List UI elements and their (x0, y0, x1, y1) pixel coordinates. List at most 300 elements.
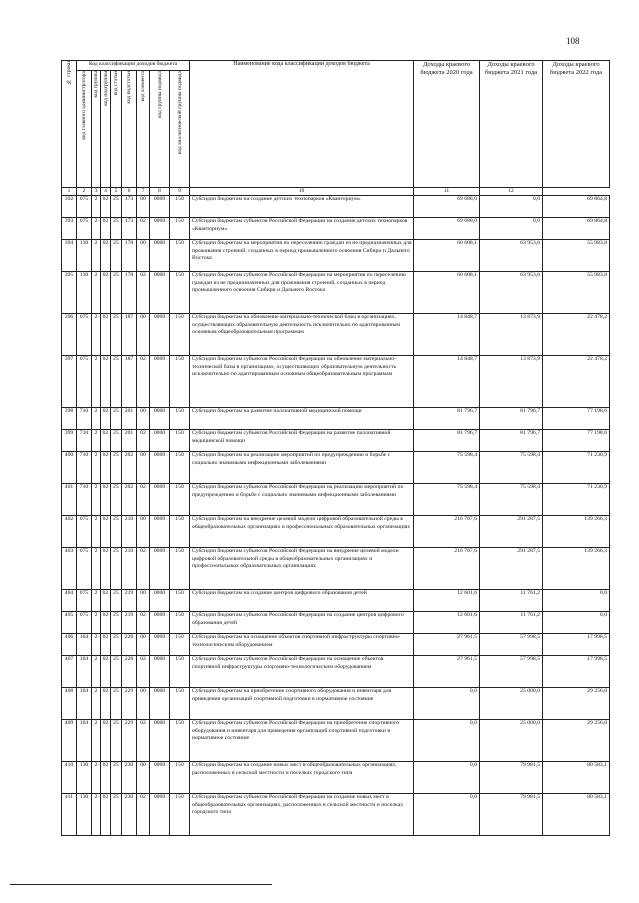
code-analytic-group: 150 (170, 356, 190, 408)
code-subgroup: 02 (101, 452, 111, 484)
header-row-group (62, 61, 610, 71)
amount-2020: 14 848,7 (414, 314, 480, 356)
code-admin: 075 (77, 218, 92, 240)
header-code-subarticle: код подстатьи (122, 71, 137, 188)
table-row (62, 452, 610, 484)
amount-2021: 63 953,6 (480, 240, 543, 272)
code-subgroup: 02 (101, 240, 111, 272)
amount-2021: 0,0 (480, 196, 543, 218)
row-number: 407 (62, 656, 77, 688)
code-subgroup: 02 (101, 634, 111, 656)
code-subtype-group: 0000 (150, 548, 170, 590)
row-number: 397 (62, 356, 77, 408)
table-row (62, 516, 610, 548)
amount-2022: 77 198,6 (543, 408, 610, 430)
code-subtype-group: 0000 (150, 634, 170, 656)
revenue-name: Субсидии бюджетам субъектов Российской Федерации на оснащение объектов спортивной инфраструктуры спортивно-технологическим оборудованием (190, 656, 414, 688)
code-group: 2 (92, 656, 101, 688)
revenue-name: Субсидии бюджетам субъектов Российской Федерации на создание детских технопарков «Кванториум» (190, 218, 414, 240)
amount-2020: 0,0 (414, 762, 480, 794)
code-analytic-group: 150 (170, 516, 190, 548)
code-admin: 710 (77, 408, 92, 430)
code-admin: 075 (77, 196, 92, 218)
code-analytic-group: 150 (170, 272, 190, 314)
table-row (62, 272, 610, 314)
code-element: 00 (137, 516, 150, 548)
code-subtype-group: 0000 (150, 430, 170, 452)
header-code-group: код группы (92, 71, 101, 188)
code-subtype-group: 0000 (150, 794, 170, 836)
code-admin: 130 (77, 272, 92, 314)
code-subgroup: 02 (101, 688, 111, 720)
code-article: 25 (111, 272, 122, 314)
code-analytic-group: 150 (170, 762, 190, 794)
column-number: 5 (111, 188, 122, 196)
code-subarticle: 229 (122, 720, 137, 762)
code-group: 2 (92, 484, 101, 516)
table-row (62, 240, 610, 272)
row-number: 395 (62, 272, 77, 314)
code-article: 25 (111, 218, 122, 240)
row-number: 401 (62, 484, 77, 516)
table-row (62, 688, 610, 720)
column-number: 2 (77, 188, 92, 196)
code-subgroup: 02 (101, 548, 111, 590)
header-code-admin: код главного администратора (77, 71, 92, 188)
code-article: 25 (111, 720, 122, 762)
code-subgroup: 02 (101, 430, 111, 452)
amount-2020: 12 601,6 (414, 590, 480, 612)
code-admin: 075 (77, 612, 92, 634)
row-number: 408 (62, 688, 77, 720)
amount-2020: 81 796,7 (414, 430, 480, 452)
code-element: 02 (137, 218, 150, 240)
code-analytic-group: 150 (170, 196, 190, 218)
amount-2021: 79 981,5 (480, 762, 543, 794)
code-article: 25 (111, 548, 122, 590)
amount-2020: 0,0 (414, 688, 480, 720)
revenue-name: Субсидии бюджетам субъектов Российской Федерации на обновление материально-технической базы в организациях, осуществляющих образовательную деятельность исключительно по адаптированным основным общеобразовательным программам (190, 356, 414, 408)
code-element: 02 (137, 612, 150, 634)
code-article: 25 (111, 762, 122, 794)
row-number: 399 (62, 430, 77, 452)
code-subtype-group: 0000 (150, 484, 170, 516)
code-article: 25 (111, 240, 122, 272)
row-number: 403 (62, 548, 77, 590)
code-element: 00 (137, 408, 150, 430)
header-code-element: код элемента (137, 71, 150, 188)
page-number: 108 (566, 36, 580, 46)
table-row (62, 314, 610, 356)
revenue-name: Субсидии бюджетам на создание новых мест в общеобразовательных организациях, расположенных в сельской местности и поселках городского типа (190, 762, 414, 794)
code-group: 2 (92, 516, 101, 548)
amount-2022: 80 583,1 (543, 794, 610, 836)
code-article: 25 (111, 408, 122, 430)
code-analytic-group: 150 (170, 688, 190, 720)
amount-2021: 291 287,5 (480, 548, 543, 590)
code-admin: 164 (77, 656, 92, 688)
code-subarticle: 187 (122, 356, 137, 408)
header-code-subtype-group: код группы подвида (150, 71, 170, 188)
revenue-name: Субсидии бюджетам субъектов Российской Федерации на приобретение спортивного оборудования и инвентаря для приведения организаций спортивной подготовки в нормативное состояние (190, 720, 414, 762)
code-subtype-group: 0000 (150, 240, 170, 272)
table-row (62, 720, 610, 762)
revenue-name: Субсидии бюджетам субъектов Российской Федерации на реализацию мероприятий по предупреждению и борьбе с социально значимыми инфекционными заболеваниями (190, 484, 414, 516)
code-subtype-group: 0000 (150, 356, 170, 408)
code-analytic-group: 150 (170, 218, 190, 240)
header-code-article: код статьи (111, 71, 122, 188)
table-row (62, 762, 610, 794)
column-number: 3 (92, 188, 101, 196)
code-group: 2 (92, 634, 101, 656)
code-element: 00 (137, 634, 150, 656)
table-row (62, 794, 610, 836)
code-group: 2 (92, 356, 101, 408)
amount-2020: 0,0 (414, 720, 480, 762)
code-group: 2 (92, 794, 101, 836)
revenue-name: Субсидии бюджетам субъектов Российской Федерации на мероприятия по переселению граждан из не предназначенных для проживания строений, созданных в период промышленного освоения Сибири и Дальнего Востока (190, 272, 414, 314)
code-subtype-group: 0000 (150, 516, 170, 548)
amount-2020: 216 767,6 (414, 516, 480, 548)
amount-2020: 75 598,4 (414, 452, 480, 484)
amount-2022: 0,0 (543, 612, 610, 634)
column-number-row (62, 188, 610, 196)
revenue-name: Субсидии бюджетам на приобретение спортивного оборудования и инвентаря для приведения организаций спортивной подготовки в нормативное состояние (190, 688, 414, 720)
header-code-subgroup: код подгруппы (101, 71, 111, 188)
code-subarticle: 229 (122, 688, 137, 720)
code-subgroup: 02 (101, 612, 111, 634)
amount-2022: 17 998,5 (543, 656, 610, 688)
amount-2020: 27 961,5 (414, 656, 480, 688)
code-analytic-group: 150 (170, 794, 190, 836)
code-admin: 164 (77, 634, 92, 656)
code-subtype-group: 0000 (150, 218, 170, 240)
revenue-name: Субсидии бюджетам на создание детских технопарков «Кванториум» (190, 196, 414, 218)
code-subtype-group: 0000 (150, 720, 170, 762)
code-element: 02 (137, 794, 150, 836)
revenue-name: Субсидии бюджетам на обновление материально-технической базы в организациях, осуществляющих образовательную деятельность исключительно по адаптированным основным общеобразовательным программам (190, 314, 414, 356)
code-subarticle: 187 (122, 314, 137, 356)
amount-2021: 11 761,2 (480, 612, 543, 634)
column-number: 9 (170, 188, 190, 196)
revenue-name: Субсидии бюджетам на внедрение целевой модели цифровой образовательной среды в общеобразовательных организациях и профессиональных образовательных организациях (190, 516, 414, 548)
code-element: 02 (137, 430, 150, 452)
table-row (62, 656, 610, 688)
header-name-col: Наименование кода классификации доходов бюджета (190, 61, 414, 188)
code-subgroup: 02 (101, 516, 111, 548)
code-admin: 075 (77, 356, 92, 408)
code-admin: 130 (77, 794, 92, 836)
code-subarticle: 210 (122, 516, 137, 548)
header-code-group: Код классификации доходов бюджета (77, 61, 190, 71)
amount-2022: 17 998,5 (543, 634, 610, 656)
code-element: 02 (137, 272, 150, 314)
code-subtype-group: 0000 (150, 612, 170, 634)
code-subtype-group: 0000 (150, 762, 170, 794)
amount-2022: 71 230,9 (543, 452, 610, 484)
amount-2022: 22 478,2 (543, 314, 610, 356)
amount-2020: 216 767,6 (414, 548, 480, 590)
amount-2022: 69 864,8 (543, 196, 610, 218)
code-admin: 710 (77, 484, 92, 516)
code-element: 00 (137, 314, 150, 356)
code-subgroup: 02 (101, 196, 111, 218)
code-article: 25 (111, 196, 122, 218)
code-admin: 164 (77, 720, 92, 762)
code-subarticle: 210 (122, 548, 137, 590)
row-number: 400 (62, 452, 77, 484)
code-subtype-group: 0000 (150, 590, 170, 612)
code-analytic-group: 150 (170, 430, 190, 452)
code-subtype-group: 0000 (150, 408, 170, 430)
code-subtype-group: 0000 (150, 314, 170, 356)
amount-2020: 69 688,0 (414, 196, 480, 218)
amount-2020: 60 608,1 (414, 272, 480, 314)
code-element: 02 (137, 548, 150, 590)
table-row (62, 408, 610, 430)
column-number: 10 (190, 188, 414, 196)
code-element: 02 (137, 656, 150, 688)
code-admin: 130 (77, 240, 92, 272)
code-subarticle: 173 (122, 196, 137, 218)
code-admin: 075 (77, 590, 92, 612)
code-subgroup: 02 (101, 794, 111, 836)
column-number: 7 (137, 188, 150, 196)
amount-2021: 57 998,5 (480, 634, 543, 656)
code-article: 25 (111, 590, 122, 612)
code-article: 25 (111, 634, 122, 656)
amount-2020: 0,0 (414, 794, 480, 836)
code-subgroup: 02 (101, 408, 111, 430)
code-admin: 075 (77, 548, 92, 590)
row-number: 396 (62, 314, 77, 356)
code-article: 25 (111, 484, 122, 516)
code-article: 25 (111, 516, 122, 548)
table-row (62, 356, 610, 408)
header-2022: Доходы краевого бюджета 2022 года (543, 61, 610, 188)
amount-2021: 63 953,6 (480, 272, 543, 314)
code-subgroup: 02 (101, 314, 111, 356)
amount-2022: 69 864,8 (543, 218, 610, 240)
revenue-name: Субсидии бюджетам на мероприятия по переселению граждан из не предназначенных для проживания строений, созданных в период промышленного освоения Сибири и Дальнего Востока (190, 240, 414, 272)
amount-2021: 25 000,0 (480, 688, 543, 720)
amount-2021: 25 000,0 (480, 720, 543, 762)
code-admin: 075 (77, 314, 92, 356)
code-subarticle: 201 (122, 408, 137, 430)
amount-2021: 291 287,5 (480, 516, 543, 548)
code-group: 2 (92, 272, 101, 314)
code-subarticle: 178 (122, 240, 137, 272)
amount-2022: 29 256,0 (543, 720, 610, 762)
revenue-name: Субсидии бюджетам на создание центров цифрового образования детей (190, 590, 414, 612)
code-element: 00 (137, 452, 150, 484)
code-article: 25 (111, 430, 122, 452)
code-element: 00 (137, 688, 150, 720)
row-number: 394 (62, 240, 77, 272)
column-number: 4 (101, 188, 111, 196)
code-group: 2 (92, 590, 101, 612)
code-subgroup: 02 (101, 484, 111, 516)
header-code-analytic-group: код аналитической группы подвида (170, 71, 190, 188)
code-admin: 164 (77, 688, 92, 720)
table-row (62, 612, 610, 634)
column-number: 1 (62, 188, 77, 196)
header-2021: Доходы краевого бюджета 2021 года (480, 61, 543, 188)
code-subarticle: 228 (122, 656, 137, 688)
table-row (62, 590, 610, 612)
code-subgroup: 02 (101, 720, 111, 762)
code-group: 2 (92, 688, 101, 720)
revenue-name: Субсидии бюджетам субъектов Российской Федерации на создание новых мест в общеобразовательных организациях, расположенных в сельской местности и поселках городского типа (190, 794, 414, 836)
code-group: 2 (92, 452, 101, 484)
amount-2021: 13 873,9 (480, 314, 543, 356)
code-analytic-group: 150 (170, 314, 190, 356)
code-subtype-group: 0000 (150, 452, 170, 484)
row-number: 393 (62, 218, 77, 240)
row-number: 406 (62, 634, 77, 656)
code-element: 00 (137, 196, 150, 218)
amount-2021: 75 598,4 (480, 484, 543, 516)
code-subtype-group: 0000 (150, 656, 170, 688)
code-subtype-group: 0000 (150, 688, 170, 720)
code-group: 2 (92, 240, 101, 272)
amount-2020: 75 598,4 (414, 484, 480, 516)
code-subarticle: 230 (122, 762, 137, 794)
amount-2020: 81 796,7 (414, 408, 480, 430)
code-element: 00 (137, 590, 150, 612)
column-number: 12 (480, 188, 543, 196)
code-analytic-group: 150 (170, 612, 190, 634)
amount-2021: 13 873,9 (480, 356, 543, 408)
code-subgroup: 02 (101, 272, 111, 314)
code-element: 02 (137, 356, 150, 408)
code-analytic-group: 150 (170, 634, 190, 656)
code-analytic-group: 150 (170, 240, 190, 272)
row-number: 411 (62, 794, 77, 836)
code-subgroup: 02 (101, 762, 111, 794)
amount-2022: 0,0 (543, 590, 610, 612)
code-subarticle: 228 (122, 634, 137, 656)
code-subarticle: 178 (122, 272, 137, 314)
code-group: 2 (92, 408, 101, 430)
amount-2022: 77 198,6 (543, 430, 610, 452)
code-analytic-group: 150 (170, 548, 190, 590)
code-article: 25 (111, 656, 122, 688)
header-row-no: № строки (62, 61, 77, 188)
revenue-name: Субсидии бюджетам субъектов Российской Федерации на развитие паллиативной медицинской помощи (190, 430, 414, 452)
amount-2021: 57 998,5 (480, 656, 543, 688)
code-group: 2 (92, 720, 101, 762)
amount-2021: 0,0 (480, 218, 543, 240)
revenue-name: Субсидии бюджетам на реализацию мероприятий по предупреждению и борьбе с социально значимыми инфекционными заболеваниями (190, 452, 414, 484)
code-admin: 075 (77, 516, 92, 548)
table-row (62, 430, 610, 452)
code-group: 2 (92, 548, 101, 590)
code-subarticle: 201 (122, 430, 137, 452)
amount-2022: 71 230,9 (543, 484, 610, 516)
code-article: 25 (111, 794, 122, 836)
code-analytic-group: 150 (170, 590, 190, 612)
code-subtype-group: 0000 (150, 272, 170, 314)
footer-rule (10, 884, 272, 885)
code-subarticle: 202 (122, 452, 137, 484)
code-subarticle: 173 (122, 218, 137, 240)
amount-2021: 81 796,7 (480, 408, 543, 430)
code-subarticle: 219 (122, 590, 137, 612)
code-admin: 710 (77, 452, 92, 484)
row-number: 392 (62, 196, 77, 218)
row-number: 405 (62, 612, 77, 634)
amount-2021: 81 796,7 (480, 430, 543, 452)
code-subgroup: 02 (101, 218, 111, 240)
amount-2021: 11 761,2 (480, 590, 543, 612)
code-analytic-group: 150 (170, 408, 190, 430)
amount-2020: 60 608,1 (414, 240, 480, 272)
code-article: 25 (111, 452, 122, 484)
code-analytic-group: 150 (170, 452, 190, 484)
code-article: 25 (111, 356, 122, 408)
table-row (62, 196, 610, 218)
table-row (62, 548, 610, 590)
code-element: 02 (137, 720, 150, 762)
code-subarticle: 202 (122, 484, 137, 516)
code-article: 25 (111, 314, 122, 356)
code-element: 02 (137, 484, 150, 516)
code-admin: 710 (77, 430, 92, 452)
code-group: 2 (92, 196, 101, 218)
code-analytic-group: 150 (170, 656, 190, 688)
code-subarticle: 219 (122, 612, 137, 634)
column-number: 8 (150, 188, 170, 196)
code-element: 00 (137, 240, 150, 272)
code-subgroup: 02 (101, 656, 111, 688)
code-subtype-group: 0000 (150, 196, 170, 218)
code-article: 25 (111, 612, 122, 634)
code-group: 2 (92, 218, 101, 240)
amount-2022: 22 478,2 (543, 356, 610, 408)
column-number: 11 (414, 188, 480, 196)
code-group: 2 (92, 430, 101, 452)
amount-2022: 139 266,3 (543, 516, 610, 548)
revenue-name: Субсидии бюджетам субъектов Российской Федерации на внедрение целевой модели цифровой образовательной среды в общеобразовательных организациях и профессиональных образовательных организациях (190, 548, 414, 590)
budget-revenue-table (61, 60, 610, 836)
row-number: 404 (62, 590, 77, 612)
code-analytic-group: 150 (170, 484, 190, 516)
amount-2021: 75 598,4 (480, 452, 543, 484)
code-group: 2 (92, 314, 101, 356)
row-number: 410 (62, 762, 77, 794)
amount-2020: 27 961,5 (414, 634, 480, 656)
amount-2021: 79 981,5 (480, 794, 543, 836)
row-number: 402 (62, 516, 77, 548)
header-2020: Доходы краевого бюджета 2020 года (414, 61, 480, 188)
amount-2022: 29 256,0 (543, 688, 610, 720)
code-element: 00 (137, 762, 150, 794)
amount-2022: 55 983,8 (543, 240, 610, 272)
table-row (62, 484, 610, 516)
code-admin: 130 (77, 762, 92, 794)
table-row (62, 218, 610, 240)
column-number: 6 (122, 188, 137, 196)
code-group: 2 (92, 612, 101, 634)
code-group: 2 (92, 762, 101, 794)
revenue-name: Субсидии бюджетам субъектов Российской Федерации на создание центров цифрового образования детей (190, 612, 414, 634)
table-body (62, 196, 610, 836)
amount-2022: 80 583,1 (543, 762, 610, 794)
code-article: 25 (111, 688, 122, 720)
code-analytic-group: 150 (170, 720, 190, 762)
revenue-name: Субсидии бюджетам на развитие паллиативной медицинской помощи (190, 408, 414, 430)
